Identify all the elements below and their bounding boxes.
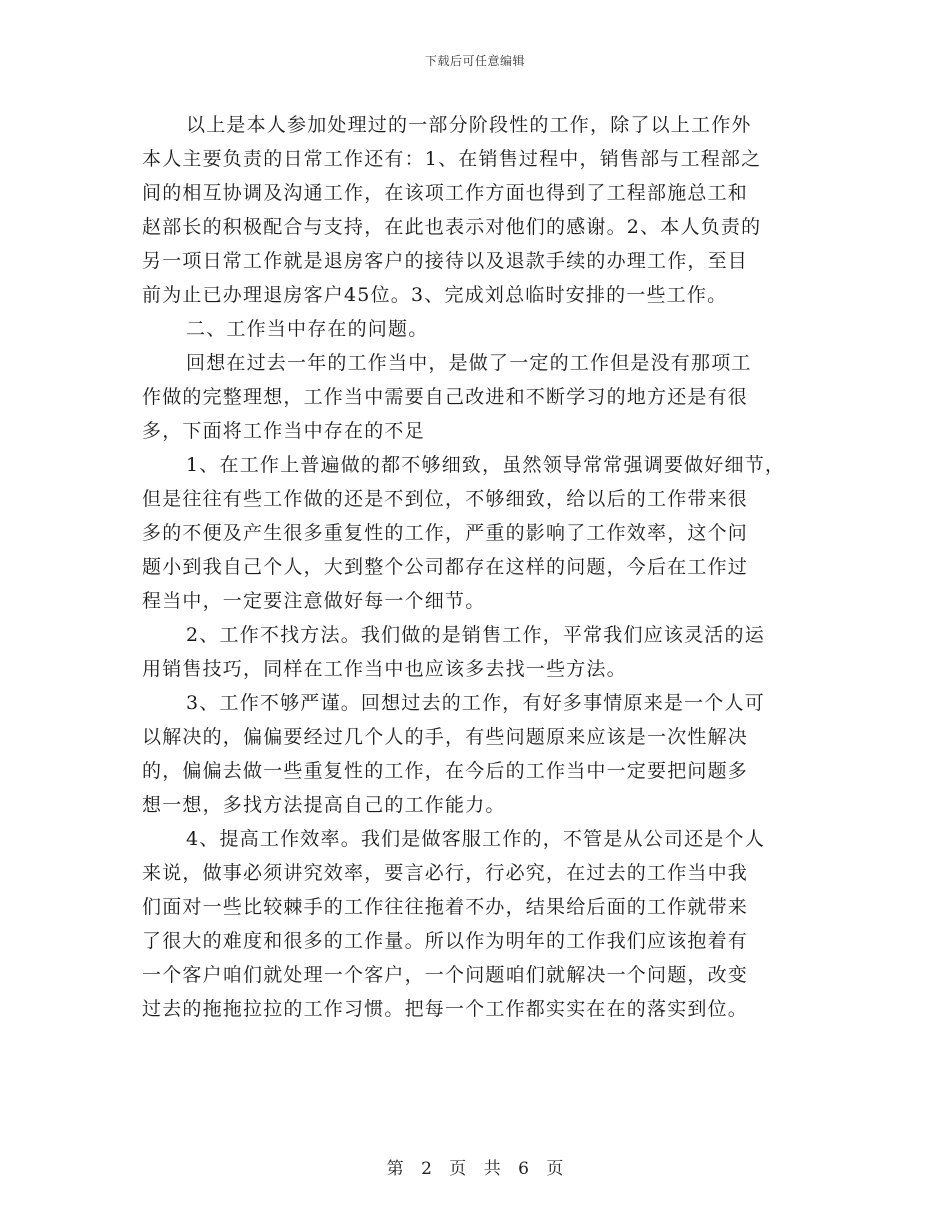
footer-total-unit: 页 (546, 1159, 564, 1179)
paragraph-line: 过去的拖拖拉拉的工作习惯。把每一个工作都实实在在的落实到位。 (142, 998, 749, 1020)
paragraph-line: 来说，做事必须讲究效率，要言必行，行必究，在过去的工作当中我 (142, 862, 749, 884)
paragraph-line: 的，偏偏去做一些重复性的工作，在今后的工作当中一定要把问题多 (142, 760, 749, 782)
paragraph-line: 用销售技巧，同样在工作当中也应该多去找一些方法。 (142, 658, 627, 680)
paragraph-line: 前为止已办理退房客户45位。3、完成刘总临时安排的一些工作。 (142, 284, 728, 306)
paragraph-line: 但是往往有些工作做的还是不到位，不够细致，给以后的工作带来很 (142, 488, 749, 510)
paragraph-line: 4、提高工作效率。我们是做客服工作的，不管是从公司还是个人 (186, 828, 765, 850)
total-pages: 6 (518, 1159, 529, 1179)
footer-total-prefix: 共 (483, 1159, 501, 1179)
paragraph-line: 多的不便及产生很多重复性的工作，严重的影响了工作效率，这个问 (142, 522, 749, 544)
footer-prefix: 第 (386, 1159, 404, 1179)
document-body (142, 108, 822, 1026)
page-footer (0, 1154, 950, 1179)
paragraph-line: 题小到我自己个人，大到整个公司都存在这样的问题，今后在工作过 (142, 556, 749, 578)
paragraph-line: 一个客户咱们就处理一个客户，一个问题咱们就解决一个问题，改变 (142, 964, 749, 986)
paragraph-line: 了很大的难度和很多的工作量。所以作为明年的工作我们应该抱着有 (142, 930, 749, 952)
paragraph-line: 作做的完整理想，工作当中需要自己改进和不断学习的地方还是有很 (142, 386, 749, 408)
paragraph-line: 间的相互协调及沟通工作，在该项工作方面也得到了工程部施总工和 (142, 182, 749, 204)
paragraph-line: 想一想，多找方法提高自己的工作能力。 (142, 794, 506, 816)
footer-page-unit: 页 (449, 1159, 467, 1179)
section-heading: 二、工作当中存在的问题。 (186, 318, 429, 340)
paragraph-line: 本人主要负责的日常工作还有：1、在销售过程中，销售部与工程部之 (142, 148, 762, 170)
paragraph-line: 回想在过去一年的工作当中，是做了一定的工作但是没有那项工 (186, 352, 752, 374)
paragraph-line: 程当中，一定要注意做好每一个细节。 (142, 590, 486, 612)
page-number: 2 (421, 1159, 432, 1179)
paragraph-line: 3、工作不够严谨。回想过去的工作，有好多事情原来是一个人可 (186, 692, 765, 714)
paragraph-line: 多，下面将工作当中存在的不足 (142, 420, 425, 442)
paragraph-line: 们面对一些比较棘手的工作往往拖着不办，结果给后面的工作就带来 (142, 896, 749, 918)
paragraph-line: 赵部长的积极配合与支持，在此也表示对他们的感谢。2、本人负责的 (142, 216, 762, 238)
page-header: 下载后可任意编辑 (424, 54, 525, 68)
paragraph-line: 以上是本人参加处理过的一部分阶段性的工作，除了以上工作外 (186, 114, 752, 136)
paragraph-line: 1、在工作上普遍做的都不够细致，虽然领导常常强调要做好细节， (186, 454, 786, 476)
paragraph-line: 以解决的，偏偏要经过几个人的手，有些问题原来应该是一次性解决 (142, 726, 749, 748)
paragraph-line: 2、工作不找方法。我们做的是销售工作，平常我们应该灵活的运 (186, 624, 765, 646)
paragraph-line: 另一项日常工作就是退房客户的接待以及退款手续的办理工作，至目 (142, 250, 749, 272)
